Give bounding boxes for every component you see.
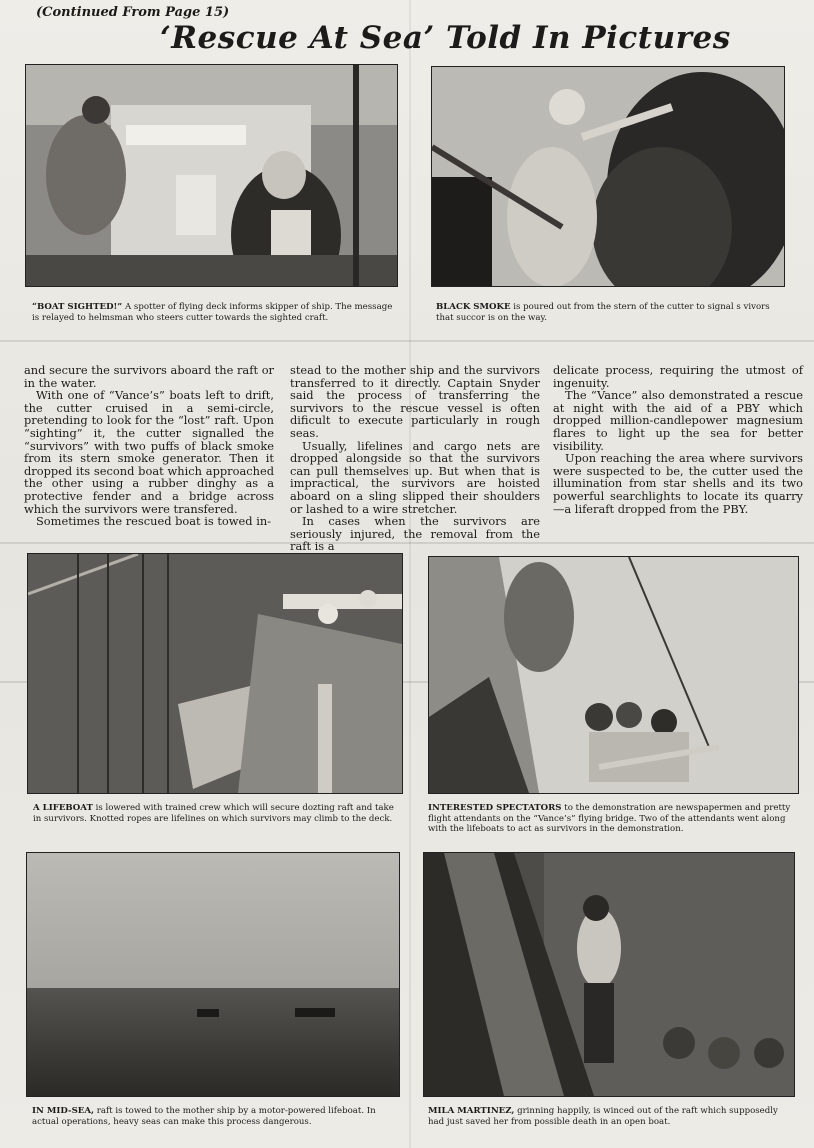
article-column-2 bbox=[290, 364, 540, 553]
photo-mila-martinez bbox=[423, 852, 795, 1097]
article-column-3 bbox=[553, 364, 803, 515]
caption-mid-sea: IN MID-SEA, raft is towed to the mother ship by a motor-powered lifeboat. In actual operations, heavy seas can make this process dangerous. bbox=[32, 1106, 376, 1127]
caption-mila-martinez: MILA MARTINEZ, grinning happily, is winced out of the raft which supposedly had just saved her from possible death in an open boat. bbox=[428, 1106, 778, 1127]
caption-spectators: INTERESTED SPECTATORS to the demonstration are newspapermen and pretty flight attendants on the “Vance’s” flying bridge. Two of the attendants went along with the lifeboats to act as survivors in the demonstration. bbox=[428, 803, 791, 835]
caption-lifeboat: A LIFEBOAT is lowered with trained crew which will secure dozting raft and take in survivors. Knotted ropes are lifelines on which survivors may climb to the deck. bbox=[33, 803, 394, 824]
photo-boat-sighted bbox=[25, 64, 398, 287]
article-paragraph: stead to the mother ship and the survivors transferred to it directly. Captain Snyder said the process of transferring the survivors to the rescue vessel is often dificult to execute particularly in rough seas. bbox=[290, 363, 540, 440]
fold-line bbox=[0, 340, 814, 342]
article-paragraph: Usually, lifelines and cargo nets are dropped alongside so that the survivors can pull themselves up. But when that is impractical, the survivors are hoisted aboard on a sling slipped their shoulders or lashed to a wire stretcher. bbox=[290, 438, 540, 516]
headline: ‘Rescue At Sea’ Told In Pictures bbox=[160, 20, 731, 56]
photo-mid-sea bbox=[26, 852, 400, 1097]
caption-boat-sighted: “BOAT SIGHTED!” A spotter of flying deck informs skipper of ship. The message is relayed to helmsman who steers cutter towards the sighted craft. bbox=[32, 302, 393, 323]
article-paragraph: The “Vance” also demonstrated a rescue at night with the aid of a PBY which dropped million-candlepower magnesium flares to light up the sea for better visibility. bbox=[553, 388, 803, 453]
article-paragraph: Sometimes the rescued boat is towed in- bbox=[36, 514, 272, 529]
article-paragraph: delicate process, requiring the utmost of ingenuity. bbox=[553, 363, 803, 390]
article-paragraph: In cases when the survivors are seriously injured, the removal from the raft is a bbox=[290, 514, 540, 554]
article-column-1 bbox=[24, 364, 274, 528]
photo-lifeboat bbox=[27, 553, 403, 794]
article-paragraph: Upon reaching the area where survivors were suspected to be, the cutter used the illumination from star shells and its two powerful searchlights to locate its quarry —a liferaft dropped from the PBY. bbox=[553, 451, 803, 516]
article-paragraph: With one of “Vance’s” boats left to drift, the cutter cruised in a semi-circle, pretending to look for the “lost” raft. Upon “sighting” it, the cutter signalled the “survivors” with two puffs of black smoke from its stern smoke generator. Then it dropped its second boat which approached the other using a rubber dinghy as a protective fender and a bridge across which the survivors were transfered. bbox=[24, 388, 274, 516]
photo-black-smoke bbox=[431, 66, 785, 287]
fold-line bbox=[409, 0, 411, 1148]
photo-spectators bbox=[428, 556, 799, 794]
article-paragraph: and secure the survivors aboard the raft or in the water. bbox=[24, 363, 274, 390]
caption-black-smoke: BLACK SMOKE is poured out from the stern of the cutter to signal s vivors that succor is on the way. bbox=[436, 302, 770, 323]
continued-notice: (Continued From Page 15) bbox=[36, 5, 230, 20]
